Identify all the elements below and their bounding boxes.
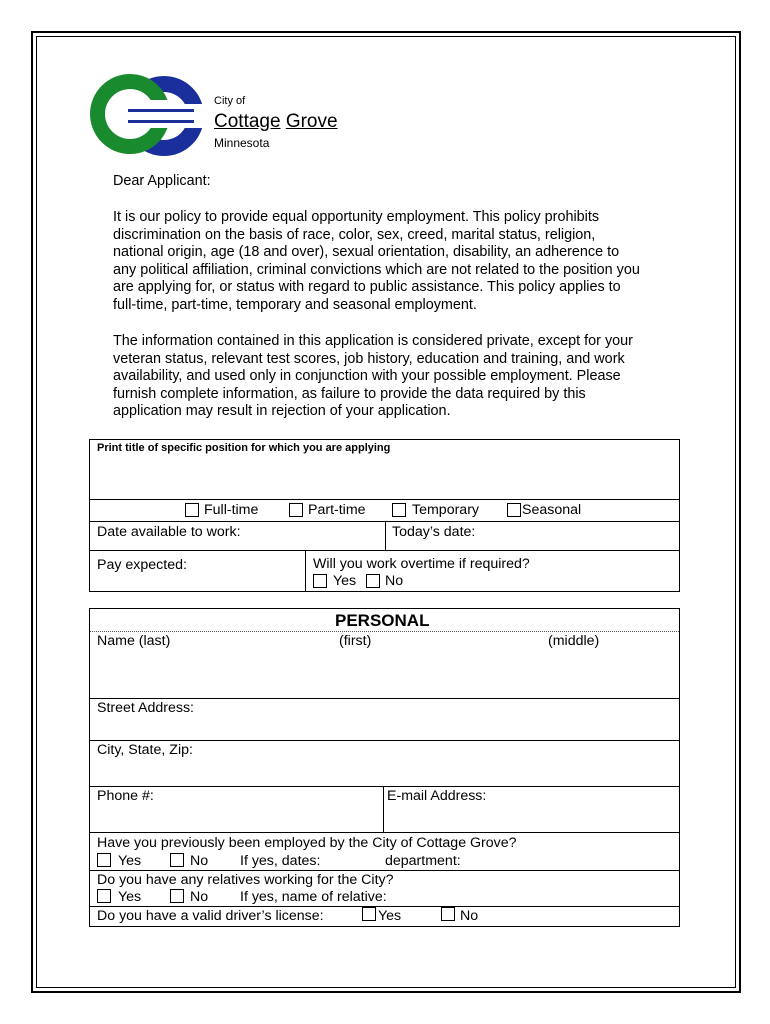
email-label: E-mail Address: — [387, 788, 487, 804]
prev-employed-department-label: department: — [385, 853, 461, 869]
letter-greeting — [113, 173, 643, 191]
license-yes-checkbox[interactable] — [362, 907, 376, 921]
license-no-label: No — [460, 908, 479, 924]
prev-employed-dates-label: If yes, dates: — [240, 853, 321, 869]
overtime-no-checkbox[interactable] — [366, 574, 380, 588]
prev-employed-yes-label: Yes — [118, 853, 142, 869]
seasonal-checkbox[interactable] — [507, 503, 521, 517]
phone-field[interactable] — [160, 788, 380, 830]
relatives-no-checkbox[interactable] — [170, 889, 184, 903]
overtime-question: Will you work overtime if required? — [313, 556, 530, 572]
position-title-field[interactable] — [92, 458, 676, 498]
logo-word-grove: Grove — [285, 111, 338, 132]
position-title-label: Print title of specific position for which you are applying — [97, 442, 391, 454]
divider — [89, 698, 680, 699]
temporary-label: Temporary — [412, 502, 480, 518]
divider — [89, 550, 680, 551]
email-field[interactable] — [500, 788, 676, 830]
part-time-checkbox[interactable] — [289, 503, 303, 517]
letter-paragraph-1 — [113, 209, 643, 315]
full-time-label: Full-time — [204, 502, 259, 518]
pay-expected-label: Pay expected: — [97, 557, 187, 573]
seasonal-label: Seasonal — [522, 502, 582, 518]
divider — [305, 550, 306, 592]
license-no-checkbox[interactable] — [441, 907, 455, 921]
city-state-zip-label: City, State, Zip: — [97, 742, 193, 758]
greeting-text: Dear Applicant: — [113, 173, 211, 189]
prev-employed-no-label: No — [190, 853, 209, 869]
divider — [89, 499, 680, 500]
relative-name-label: If yes, name of relative: — [240, 889, 387, 905]
logo-bar-bottom — [128, 120, 194, 123]
phone-label: Phone #: — [97, 788, 154, 804]
todays-date-field[interactable] — [490, 522, 676, 548]
divider — [89, 832, 680, 833]
full-time-checkbox[interactable] — [185, 503, 199, 517]
date-available-field[interactable] — [250, 522, 382, 548]
city-state-zip-field[interactable] — [205, 742, 675, 784]
logo-city-of: City of — [214, 95, 246, 107]
part-time-label: Part-time — [308, 502, 366, 518]
name-middle-label: (middle) — [548, 633, 600, 649]
name-last-label: Name (last) — [97, 633, 171, 649]
divider — [89, 786, 680, 787]
city-logo — [86, 70, 204, 162]
divider — [89, 740, 680, 741]
letter-paragraph-2 — [113, 333, 643, 421]
relatives-yes-checkbox[interactable] — [97, 889, 111, 903]
overtime-yes-checkbox[interactable] — [313, 574, 327, 588]
prev-employed-no-checkbox[interactable] — [170, 853, 184, 867]
dotted-divider — [90, 631, 679, 632]
name-first-label: (first) — [339, 633, 372, 649]
todays-date-label: Today’s date: — [392, 524, 476, 540]
logo-city-name — [214, 111, 338, 133]
relatives-question: Do you have any relatives working for the City? — [97, 872, 394, 888]
paragraph-1-text: It is our policy to provide equal opportunity employment. This policy prohibits discrimination on the basis of race, color, sex, creed, marital status, religion, national origin, age (18 and over), sexual orientation, disability, an adherence to any political affiliation, criminal convictions which are not related to the position you are applying for, or status with regard to public assistance. This policy applies to full-time, part-time, temporary and seasonal employment. — [113, 209, 640, 313]
drivers-license-question: Do you have a valid driver’s license: — [97, 908, 324, 924]
divider — [89, 906, 680, 907]
temporary-checkbox[interactable] — [392, 503, 406, 517]
overtime-yes-label: Yes — [333, 573, 357, 589]
logo-word-cottage: Cottage — [214, 111, 281, 132]
divider — [383, 786, 384, 832]
relatives-no-label: No — [190, 889, 209, 905]
divider — [89, 870, 680, 871]
date-available-label: Date available to work: — [97, 524, 241, 540]
overtime-no-label: No — [385, 573, 404, 589]
relatives-yes-label: Yes — [118, 889, 142, 905]
logo-state: Minnesota — [214, 136, 270, 150]
prev-employed-yes-checkbox[interactable] — [97, 853, 111, 867]
prev-employed-question: Have you previously been employed by the City of Cottage Grove? — [97, 835, 517, 851]
license-yes-label: Yes — [378, 908, 402, 924]
personal-title: PERSONAL — [335, 611, 430, 630]
name-field[interactable] — [92, 652, 676, 696]
street-address-label: Street Address: — [97, 700, 194, 716]
pay-expected-field[interactable] — [195, 552, 301, 590]
street-address-field[interactable] — [205, 700, 675, 738]
divider — [385, 521, 386, 550]
logo-bar-top — [128, 109, 194, 112]
paragraph-2-text: The information contained in this application is considered private, except for your veteran status, relevant test scores, job history, education and training, and work availability, and used only in conjunction with your possible employment. Please furnish complete information, as failure to provide the data required by this application may result in rejection of your application. — [113, 333, 633, 420]
